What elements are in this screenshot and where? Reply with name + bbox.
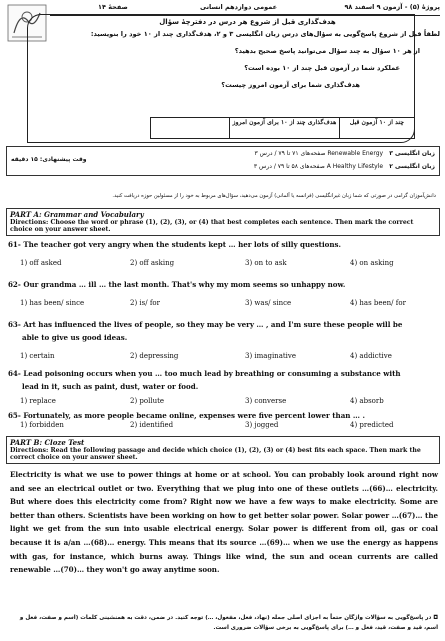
option[interactable]: 2) depressing: [130, 352, 179, 360]
goal-intro-line: لطفاً قبل از شروع پاسخ‌گویی به سؤال‌های درس زبان انگلیسی ۳ و ۲، هدف‌گذاری چند از ۱۰ خود را بنویسید:: [90, 30, 440, 38]
goal-box-intro: [30, 30, 440, 89]
part-a-title: PART A: Grammar and Vocabulary: [10, 210, 144, 219]
part-a-directions-label: Directions:: [10, 219, 49, 226]
options-65: [20, 421, 440, 434]
option[interactable]: 1) off asked: [20, 259, 62, 267]
option[interactable]: 3) jogged: [245, 421, 279, 429]
options-63: [20, 352, 440, 365]
suggested-time: وقت پیشنهادی: ۱۵ دقیقه: [11, 156, 87, 163]
question-62: 62- Our grandma … ill … the last month. That's why my mom seems so unhappy now.: [8, 280, 346, 289]
option[interactable]: 2) identified: [130, 421, 174, 429]
goal-question-3: هدف‌گذاری شما برای آزمون امروز چیست؟: [221, 81, 360, 89]
question-65: 65- Fortunately, as more people became online, expenses were five percent lower than … .: [8, 411, 365, 420]
goal-table: [150, 117, 415, 139]
language-notice: دانش‌آموزان گرامی در صورتی که شما زبان غیرانگلیسی (فرانسه یا آلمانی) آزمون می‌دهید، سؤال‌های مربوط به خود را از مسئولین حوزه دریافت کنید.: [112, 193, 436, 199]
eng2-unit: [254, 163, 435, 170]
option[interactable]: 4) absorb: [350, 397, 384, 405]
part-b-directions: Read the following passage and decide which choice (1), (2), (3) or (4) best fits each space. Then mark the correct choice on your answer sheet.: [10, 447, 421, 461]
question-64: 64- Lead poisoning occurs when you … too much lead by breathing or consuming a substance with lead in it, such as paint, dust, water or food.: [8, 369, 401, 391]
option[interactable]: 3) was/ since: [245, 299, 292, 307]
option[interactable]: 3) on to ask: [245, 259, 287, 267]
eng2-detail: A Healthy Lifestyle صفحه‌های ۵۸ تا ۷۹ / درس ۳: [253, 163, 384, 170]
goal-box-title: هدف‌گذاری قبل از شروع هر درس در دفترچهٔ سؤال: [159, 18, 336, 26]
part-a-directions: Choose the word or phrase (1), (2), (3), or (4) that best completes each sentence. Then mark the correct choice on your answer sheet.: [10, 219, 414, 233]
cloze-passage: Electricity is what we use to power things at home or at school. You can probably look around right now and see an electrical outlet or two. Everything that we plug into one of these outlets …(66)… electricity. But where does this electricity come from? Right now we have a few ways to make electricity. Some are better than others. Scientists have been working on how to get better solar power. Solar power …(67)… the light we get from the sun into usable electrical energy. Solar power is different from oil, gas or coal because it is a/an …(68)… energy. This means that its source …(69)… when we use the energy as happens with gas, for instance, which burns away. Things like wind, the sun and ocean currents are called renewable …(70)… they won't go away anytime soon.: [10, 470, 438, 575]
option[interactable]: 4) addictive: [350, 352, 392, 360]
eng3-label: زبان انگلیسی ۳: [389, 150, 435, 157]
option[interactable]: 2) off asking: [130, 259, 175, 267]
options-62: [20, 299, 440, 312]
unit-info: [6, 146, 440, 176]
page-number: صفحهٔ ۱۴: [98, 3, 128, 11]
goal-col-prev: چند از ۱۰ آزمون قبل: [339, 118, 414, 138]
options-61: [20, 259, 440, 272]
option[interactable]: 2) pollute: [130, 397, 165, 405]
footer-tip: ◘ در پاسخ‌گویی به سؤالات واژگان حتماً به اجزای اصلی جمله (نهاد، فعل، مفعول، …) توجه کنید. در ضمن، دقت به همنشینی کلمات (اسم و صفت، فعل و اسم، قید و صفت، قید، فعل و …) برای پاسخ‌گویی به برخی سؤالات ضروری است.: [19, 615, 438, 631]
option[interactable]: 4) on asking: [350, 259, 394, 267]
project-title: پروژۀ (۵) - آزمون ۹ اسفند ۹۸: [344, 3, 440, 11]
goal-blank-cell[interactable]: [151, 118, 229, 138]
option[interactable]: 1) replace: [20, 397, 56, 405]
part-b-header: [6, 436, 440, 464]
option[interactable]: 1) has been/ since: [20, 299, 85, 307]
goal-question-1: از هر ۱۰ سؤال به چند سؤال می‌توانید پاسخ صحیح بدهید؟: [234, 47, 420, 55]
option[interactable]: 3) converse: [245, 397, 287, 405]
question-61: 61- The teacher got very angry when the students kept … her lots of silly questions.: [8, 240, 341, 249]
goal-question-2: عملکرد شما در آزمون قبل چند از ۱۰ بوده است؟: [244, 64, 400, 72]
option[interactable]: 1) certain: [20, 352, 55, 360]
option[interactable]: 3) imaginative: [245, 352, 297, 360]
option[interactable]: 4) predicted: [350, 421, 394, 429]
question-63: 63- Art has influenced the lives of people, so they may be very … , and I'm sure these people will be able to give us good ideas.: [8, 320, 403, 342]
goal-col-today: هدف‌گذاری چند از ۱۰ برای آزمون امروز: [229, 118, 339, 138]
option[interactable]: 2) is/ for: [130, 299, 160, 307]
subject-title: عمومی دوازدهم انسانی: [200, 3, 278, 11]
option[interactable]: 1) forbidden: [20, 421, 64, 429]
eng2-label: زبان انگلیسی ۲: [389, 163, 435, 170]
part-b-directions-label: Directions:: [10, 447, 49, 454]
eng3-unit: [255, 150, 435, 157]
part-a-header: [6, 208, 440, 236]
eng3-detail: Renewable Energy صفحه‌های ۷۱ تا ۷۹ / درس ۳: [254, 150, 384, 157]
part-b-title: PART B: Cloze Test: [10, 438, 85, 447]
option[interactable]: 4) has been/ for: [350, 299, 406, 307]
